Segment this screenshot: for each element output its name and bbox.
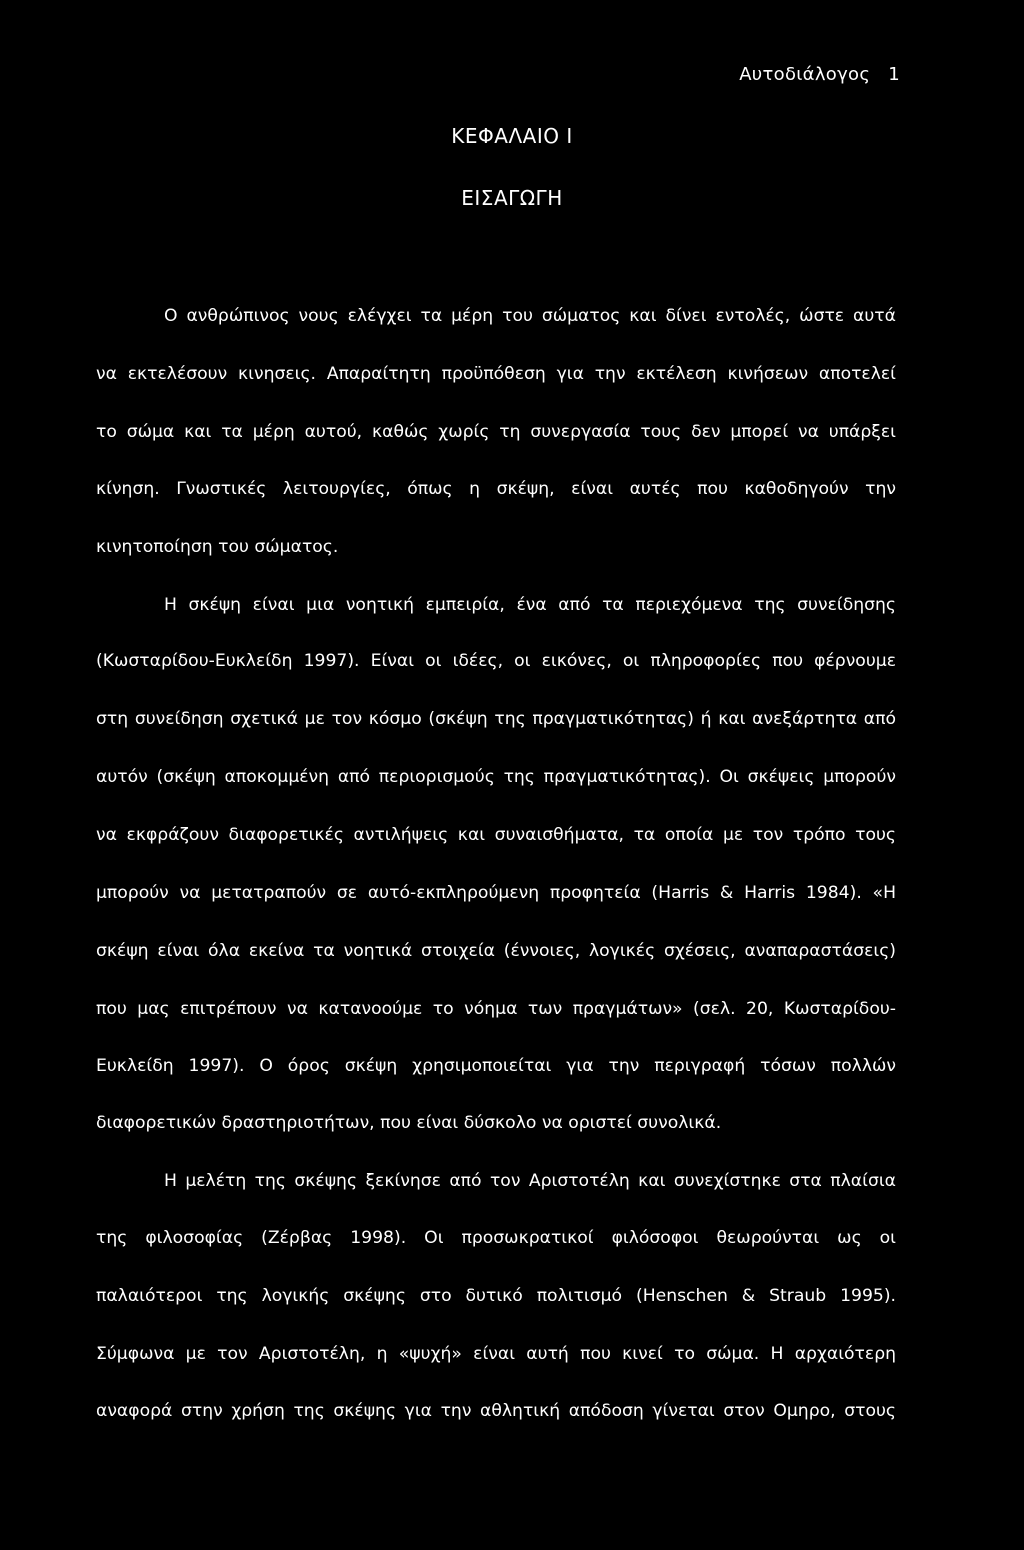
text-line: κίνηση. Γνωστικές λειτουργίες, όπως η σκέψη, είναι αυτές που καθοδηγούν την xyxy=(96,479,896,499)
text-line: κινητοποίηση του σώματος. xyxy=(96,537,339,557)
text-line: να εκφράζουν διαφορετικές αντιλήψεις και συναισθήματα, τα οποία με τον τρόπο τους xyxy=(96,825,896,845)
text-line: παλαιότεροι της λογικής σκέψης στο δυτικό πολιτισμό (Henschen & Straub 1995). xyxy=(96,1286,896,1306)
text-line: σκέψη είναι όλα εκείνα τα νοητικά στοιχεία (έννοιες, λογικές σχέσεις, αναπαραστάσεις) xyxy=(96,941,896,961)
text-line: (Κωσταρίδου-Ευκλείδη 1997). Είναι οι ιδέες, οι εικόνες, οι πληροφορίες που φέρνουμε xyxy=(96,651,896,671)
text-line: το σώμα και τα μέρη αυτού, καθώς χωρίς τη συνεργασία τους δεν μπορεί να υπάρξει xyxy=(96,422,896,442)
text-line: της φιλοσοφίας (Ζέρβας 1998). Οι προσωκρατικοί φιλόσοφοι θεωρούνται ως οι xyxy=(96,1228,896,1248)
text-line: μπορούν να μετατραπούν σε αυτό-εκπληρούμενη προφητεία (Harris & Harris 1984). «Η xyxy=(96,883,896,903)
text-line: αναφορά στην χρήση της σκέψης για την αθλητική απόδοση γίνεται στον Ομηρο, στους xyxy=(96,1401,896,1421)
chapter-label: ΚΕΦΑΛΑΙΟ Ι xyxy=(451,124,573,148)
text-line: Ευκλείδη 1997). Ο όρος σκέψη χρησιμοποιείται για την περιγραφή τόσων πολλών xyxy=(96,1056,896,1076)
text-line: Σύμφωνα με τον Αριστοτέλη, η «ψυχή» είναι αυτή που κινεί το σώμα. Η αρχαιότερη xyxy=(96,1344,896,1364)
page-number: 1 xyxy=(888,64,900,85)
text-line: αυτόν (σκέψη αποκομμένη από περιορισμούς της πραγματικότητας). Οι σκέψεις μπορούν xyxy=(96,767,896,787)
text-line: Η σκέψη είναι μια νοητική εμπειρία, ένα από τα περιεχόμενα της συνείδησης xyxy=(164,595,896,615)
chapter-title: ΕΙΣΑΓΩΓΗ xyxy=(461,186,563,210)
running-title: Αυτοδιάλογος xyxy=(739,64,871,85)
text-line: Ο ανθρώπινος νους ελέγχει τα μέρη του σώματος και δίνει εντολές, ώστε αυτά xyxy=(164,306,896,326)
text-line: στη συνείδηση σχετικά με τον κόσμο (σκέψη της πραγματικότητας) ή και ανεξάρτητα από xyxy=(96,709,896,729)
text-line: που μας επιτρέπουν να κατανοούμε το νόημα των πραγμάτων» (σελ. 20, Κωσταρίδου- xyxy=(96,999,896,1019)
running-header xyxy=(739,64,900,85)
text-line: να εκτελέσουν κινησεις. Απαραίτητη προϋπόθεση για την εκτέλεση κινήσεων αποτελεί xyxy=(96,364,896,384)
text-line: διαφορετικών δραστηριοτήτων, που είναι δύσκολο να οριστεί συνολικά. xyxy=(96,1113,722,1133)
text-line: Η μελέτη της σκέψης ξεκίνησε από τον Αριστοτέλη και συνεχίστηκε στα πλαίσια xyxy=(164,1171,896,1191)
